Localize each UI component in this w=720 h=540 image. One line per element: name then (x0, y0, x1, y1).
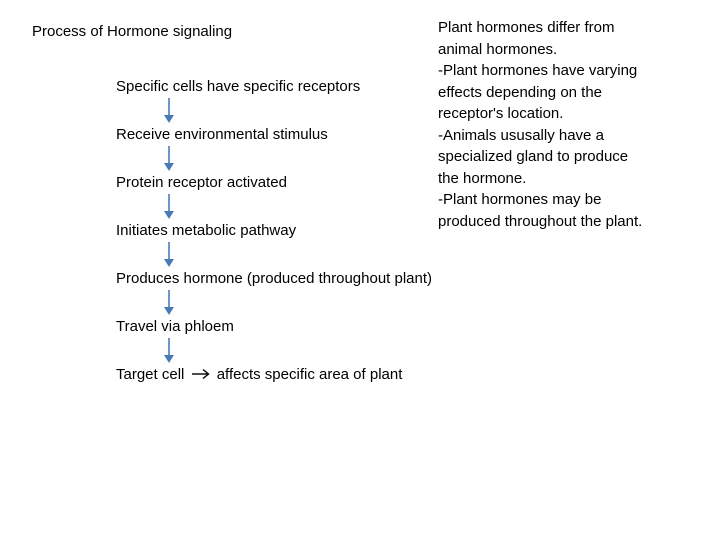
step-produces-hormone: Produces hormone (produced throughout plant) (116, 270, 433, 287)
right-arrow-icon (191, 368, 211, 380)
step-metabolic-pathway: Initiates metabolic pathway (116, 222, 297, 239)
side-note-line: specialized gland to produce (438, 148, 629, 165)
side-note (438, 17, 708, 232)
step-receptor-activated: Protein receptor activated (116, 174, 287, 191)
diagram-title: Process of Hormone signaling (32, 23, 233, 40)
target-cell-label: Target cell (116, 366, 185, 383)
side-note-line: receptor's location. (438, 105, 564, 122)
down-arrow-icon (160, 242, 178, 268)
side-note-line: -Plant hormones have varying (438, 62, 638, 79)
down-arrow-icon (160, 338, 178, 364)
down-arrow-icon (160, 146, 178, 172)
side-note-line: Plant hormones differ from (438, 19, 615, 36)
target-effect-label: affects specific area of plant (216, 366, 403, 383)
side-note-line: -Plant hormones may be (438, 191, 602, 208)
step-receive-stimulus: Receive environmental stimulus (116, 126, 328, 143)
step-travel-phloem: Travel via phloem (116, 318, 234, 335)
down-arrow-icon (160, 98, 178, 124)
side-note-line: produced throughout the plant. (438, 212, 643, 230)
step-specific-cells: Specific cells have specific receptors (116, 78, 361, 95)
side-note-line: the hormone. (438, 169, 527, 187)
step-target-cell (116, 366, 402, 384)
side-note-line: effects depending on the (438, 83, 603, 101)
down-arrow-icon (160, 290, 178, 316)
down-arrow-icon (160, 194, 178, 220)
side-note-line: -Animals ususally have a (438, 126, 604, 144)
side-note-line: animal hormones. (438, 40, 558, 58)
